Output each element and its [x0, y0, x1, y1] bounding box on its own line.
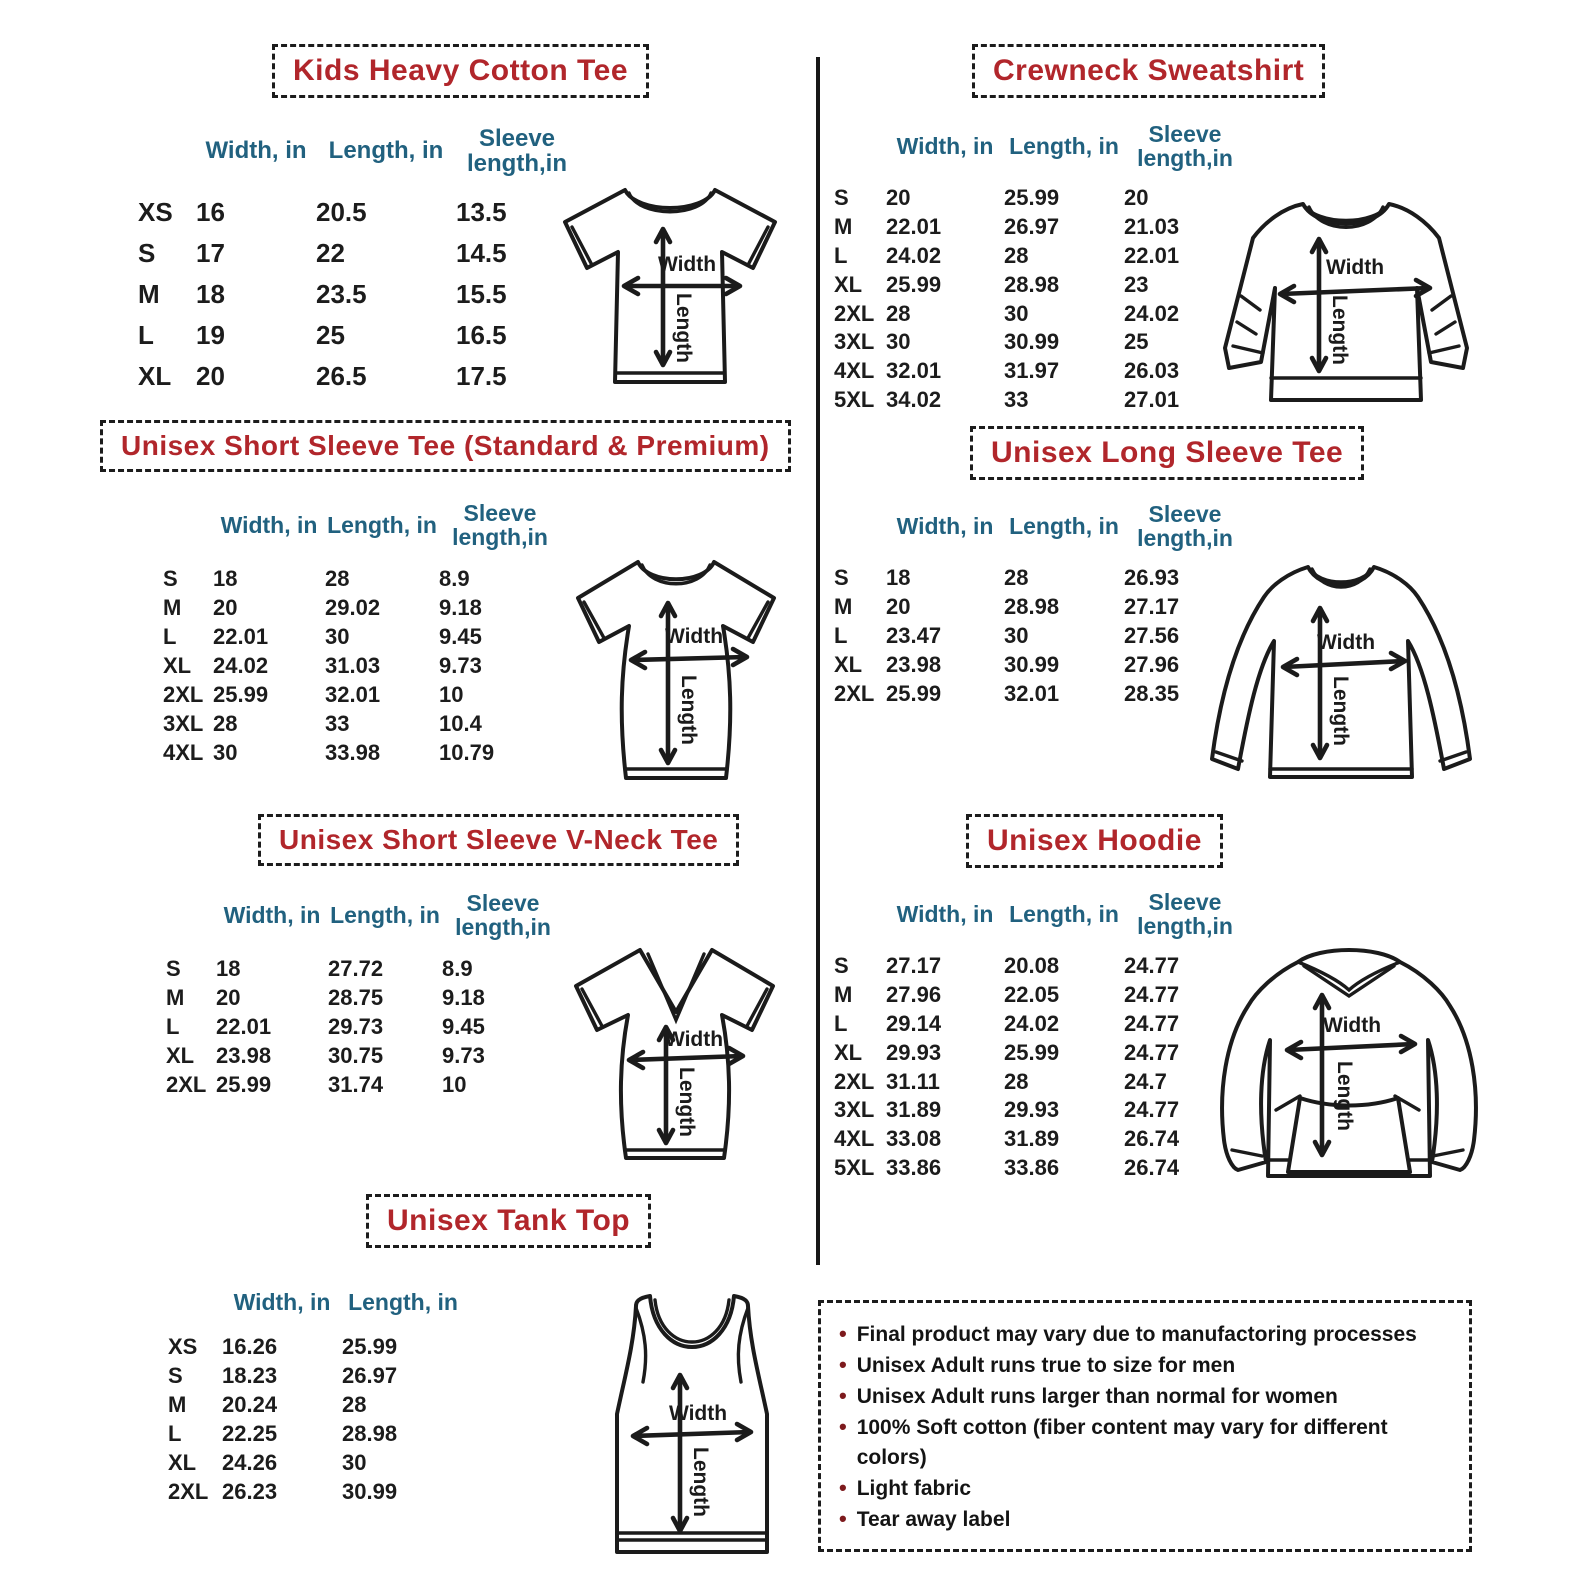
table-header-row: Width, in Length, in Sleeve length,in [896, 888, 1233, 939]
table-row: M 20 28.98 27.17 [834, 594, 1180, 620]
title-unisex-tank-top: Unisex Tank Top [366, 1194, 651, 1248]
table-row: 2XL 31.11 28 24.7 [834, 1068, 1167, 1094]
table-row: 2XL 25.99 31.74 10 [166, 1071, 467, 1097]
table-row: 3XL 30 30.99 25 [834, 329, 1149, 355]
svg-text:Width: Width [664, 1028, 724, 1051]
hoodie-illustration [1200, 926, 1495, 1191]
size-label: XS [138, 197, 173, 227]
table-row: 2XL 25.99 32.01 28.35 [834, 680, 1180, 706]
sleeve-value: 15.5 [456, 279, 507, 309]
sleeve-value: 14.5 [456, 238, 507, 268]
width-value: 20 [196, 361, 225, 391]
table-row: M 20 28.75 9.18 [166, 984, 485, 1010]
title-unisex-vneck-tee: Unisex Short Sleeve V-Neck Tee [258, 814, 739, 866]
bullet-icon: • [839, 1383, 847, 1408]
size-label: L [138, 320, 154, 350]
col-header-sleeve: Sleeve length,in [467, 124, 567, 177]
tank-top-size-table [168, 1272, 464, 1506]
crewneck-illustration [1203, 178, 1488, 423]
table-row: 3XL 31.89 29.93 24.77 [834, 1097, 1180, 1123]
table-row [138, 356, 578, 397]
note-item: • Unisex Adult runs larger than normal for women [839, 1381, 1451, 1412]
svg-text:Width: Width [668, 1402, 728, 1425]
svg-text:Width: Width [1316, 631, 1376, 654]
table-row: 3XL 28 33 10.4 [163, 710, 482, 736]
svg-text:Length: Length [675, 1067, 698, 1137]
note-item: • Light fabric [839, 1473, 1451, 1504]
svg-text:Width: Width [664, 625, 724, 648]
table-row [138, 315, 578, 356]
table-row: L 29.14 24.02 24.77 [834, 1010, 1180, 1036]
tank-top-illustration [592, 1272, 792, 1567]
svg-text:Length: Length [677, 675, 700, 745]
table-row: 4XL 33.08 31.89 26.74 [834, 1126, 1180, 1152]
bullet-icon: • [839, 1321, 847, 1346]
table-row: 2XL 25.99 32.01 10 [163, 681, 464, 707]
title-crewneck-sweatshirt: Crewneck Sweatshirt [972, 44, 1325, 98]
table-header-row: Width, in Length, in [233, 1288, 458, 1315]
col-header-width: Width, in [205, 137, 307, 165]
width-value: 19 [196, 320, 225, 350]
table-header-row: Width, in Length, in Sleeve length,in [896, 120, 1233, 171]
title-unisex-hoodie: Unisex Hoodie [966, 814, 1223, 868]
table-header-row [138, 110, 578, 192]
table-row: L 22.25 28.98 [168, 1420, 398, 1446]
note-item: • 100% Soft cotton (fiber content may vary for different colors) [839, 1414, 1388, 1469]
table-row: L 22.01 29.73 9.45 [166, 1013, 485, 1039]
table-row: 5XL 34.02 33 27.01 [834, 386, 1180, 412]
table-row: M 22.01 26.97 21.03 [834, 214, 1180, 240]
length-value: 23.5 [316, 279, 367, 309]
svg-text:Length: Length [672, 293, 695, 363]
table-row: XL 25.99 28.98 23 [834, 271, 1149, 297]
bullet-icon: • [839, 1475, 847, 1500]
table-row: L 24.02 28 22.01 [834, 242, 1180, 268]
table-row: XS 16.26 25.99 [168, 1333, 398, 1359]
length-value: 26.5 [316, 361, 367, 391]
table-row [138, 233, 578, 274]
table-row: L 22.01 30 9.45 [163, 623, 482, 649]
bullet-icon: • [839, 1352, 847, 1377]
table-row: S 18 28 26.93 [834, 565, 1180, 591]
long-sleeve-illustration [1196, 545, 1486, 805]
sleeve-value: 16.5 [456, 320, 507, 350]
sleeve-value: 17.5 [456, 361, 507, 391]
table-header-row: Width, in Length, in Sleeve length,in [896, 500, 1233, 551]
table-row: S 20 25.99 20 [834, 185, 1149, 211]
svg-text:Width: Width [1325, 256, 1385, 279]
length-value: 22 [316, 238, 345, 268]
table-row: M 20 29.02 9.18 [163, 594, 482, 620]
size-label: S [138, 238, 156, 268]
note-item: • Final product may vary due to manufactoring processes [839, 1319, 1451, 1350]
table-row: S 27.17 20.08 24.77 [834, 953, 1180, 979]
vneck-tee-size-table [166, 876, 564, 1099]
table-row: 5XL 33.86 33.86 26.74 [834, 1154, 1180, 1180]
svg-text:Length: Length [1328, 295, 1351, 365]
title-kids-heavy-cotton-tee: Kids Heavy Cotton Tee [272, 44, 649, 98]
width-value: 16 [196, 197, 225, 227]
short-sleeve-tee-size-table [163, 486, 561, 767]
title-unisex-long-sleeve-tee: Unisex Long Sleeve Tee [970, 426, 1364, 480]
width-value: 17 [196, 238, 225, 268]
table-row: S 18 27.72 8.9 [166, 955, 473, 981]
svg-text:Width: Width [1322, 1014, 1382, 1037]
hoodie-size-table [834, 876, 1246, 1182]
table-row: XL 23.98 30.99 27.96 [834, 651, 1180, 677]
svg-text:Width: Width [657, 253, 717, 276]
svg-text:Length: Length [1333, 1061, 1356, 1131]
table-row: 2XL 26.23 30.99 [168, 1478, 398, 1504]
note-item: • Tear away label [839, 1504, 1451, 1535]
kids-tee-illustration [545, 168, 795, 403]
width-value: 18 [196, 279, 225, 309]
svg-text:Length: Length [689, 1447, 712, 1517]
table-row: L 23.47 30 27.56 [834, 622, 1180, 648]
table-row: XL 24.02 31.03 9.73 [163, 652, 482, 678]
crewneck-size-table [834, 108, 1246, 414]
size-label: XL [138, 361, 172, 391]
table-row: 4XL 30 33.98 10.79 [163, 739, 495, 765]
table-row: XL 24.26 30 [168, 1449, 367, 1475]
length-value: 20.5 [316, 197, 367, 227]
bullet-icon: • [839, 1414, 847, 1439]
table-row: M 20.24 28 [168, 1391, 367, 1417]
sleeve-value: 13.5 [456, 197, 507, 227]
table-row: XL 23.98 30.75 9.73 [166, 1042, 485, 1068]
table-row: S 18.23 26.97 [168, 1362, 398, 1388]
short-sleeve-tee-illustration [556, 538, 796, 803]
svg-text:Length: Length [1329, 676, 1352, 746]
vneck-tee-illustration [556, 928, 796, 1183]
col-header-length: Length, in [328, 137, 444, 165]
note-item: • Unisex Adult runs true to size for men [839, 1350, 1451, 1381]
table-header-row: Width, in Length, in Sleeve length,in [220, 499, 548, 550]
column-divider [816, 57, 820, 1265]
product-notes-box [818, 1300, 1472, 1552]
table-row [138, 274, 578, 315]
table-row: S 18 28 8.9 [163, 565, 470, 591]
long-sleeve-size-table [834, 488, 1246, 708]
table-header-row: Width, in Length, in Sleeve length,in [223, 889, 551, 940]
table-row: M 27.96 22.05 24.77 [834, 982, 1180, 1008]
table-row: 4XL 32.01 31.97 26.03 [834, 358, 1180, 384]
length-value: 25 [316, 320, 345, 350]
table-row: XL 29.93 25.99 24.77 [834, 1039, 1180, 1065]
kids-tee-size-table [138, 110, 578, 397]
table-row [138, 192, 578, 233]
bullet-icon: • [839, 1506, 847, 1531]
size-label: M [138, 279, 160, 309]
title-unisex-short-sleeve-tee: Unisex Short Sleeve Tee (Standard & Premium) [100, 420, 791, 472]
table-row: 2XL 28 30 24.02 [834, 300, 1180, 326]
